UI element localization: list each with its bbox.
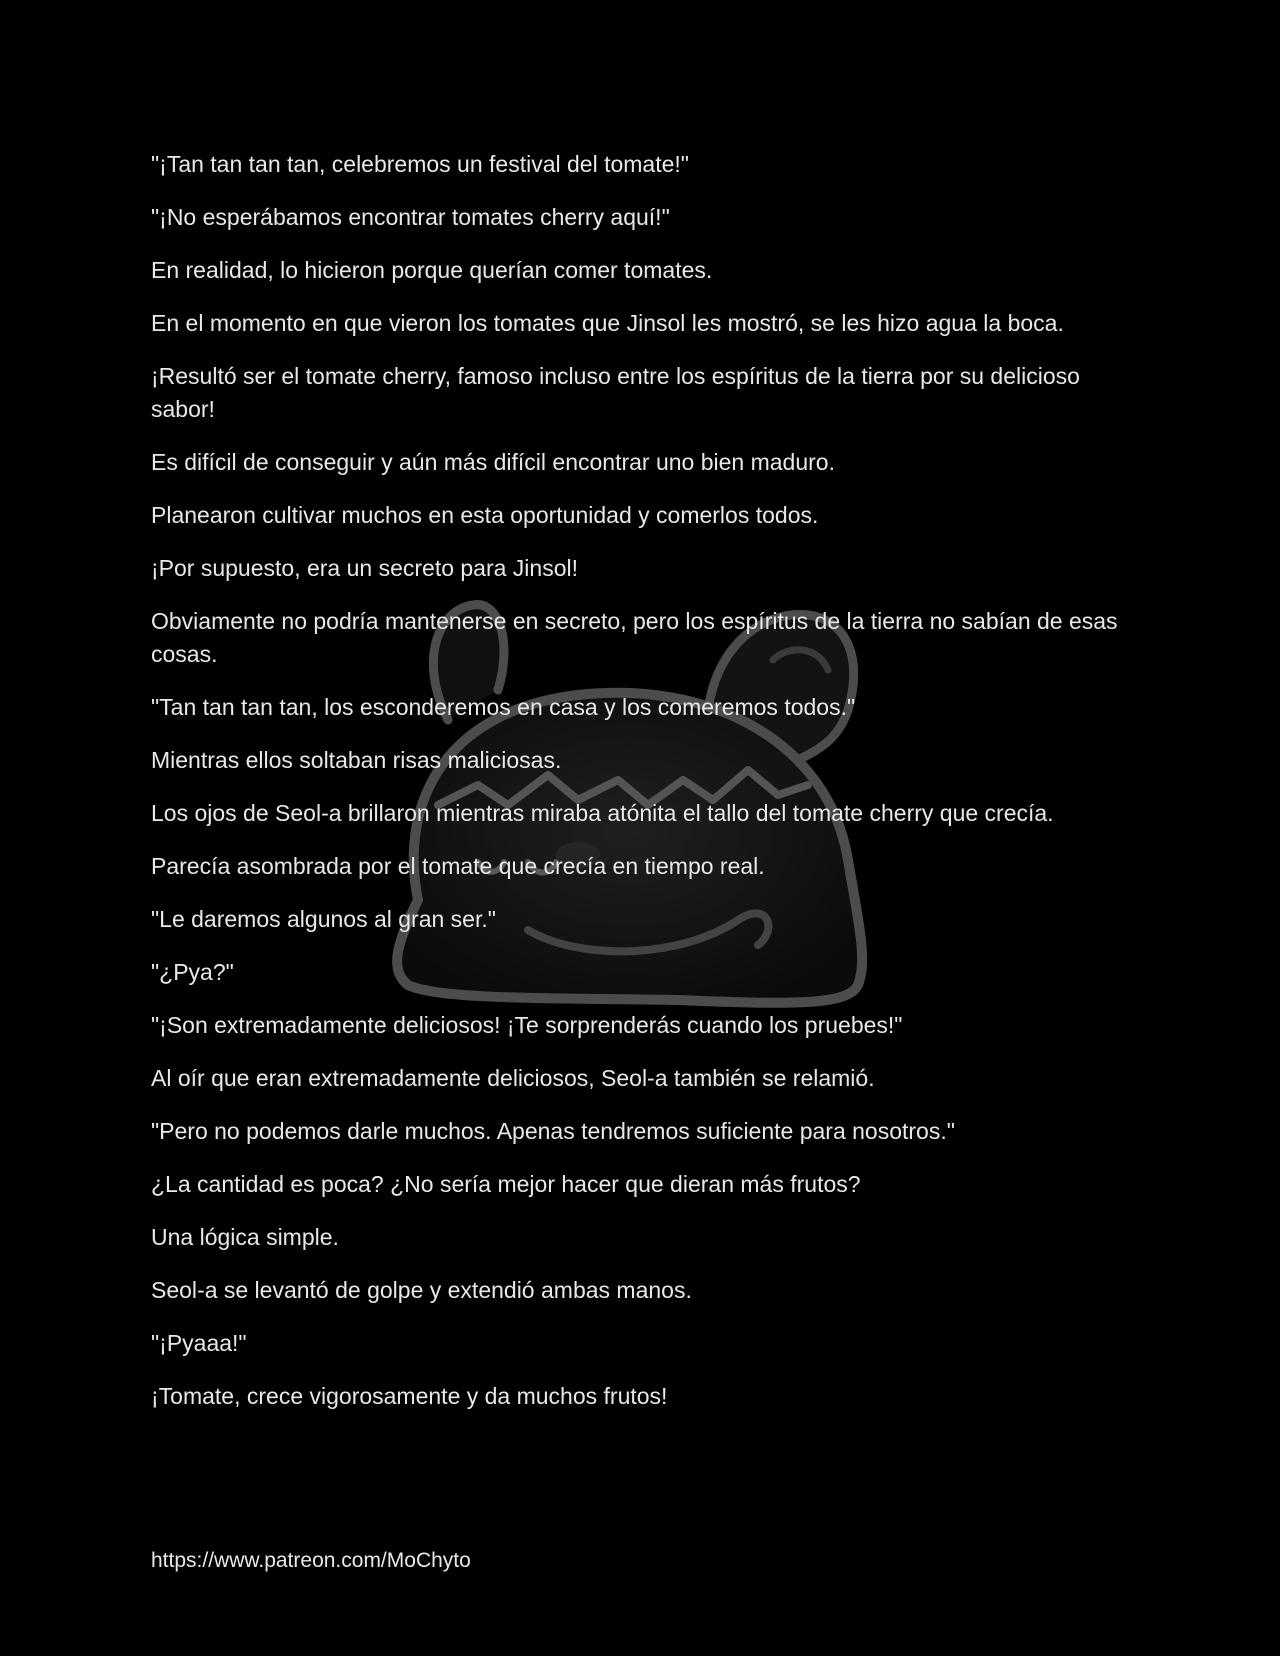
story-paragraph: Los ojos de Seol-a brillaron mientras miraba atónita el tallo del tomate cherry que crecía. xyxy=(151,800,1054,826)
story-paragraph: Mientras ellos soltaban risas maliciosas. xyxy=(151,747,562,773)
story-paragraph: Obviamente no podría mantenerse en secreto, pero los espíritus de la tierra no sabían de esas cosas. xyxy=(151,608,1118,667)
story-paragraph: Seol-a se levantó de golpe y extendió ambas manos. xyxy=(151,1277,692,1303)
story-paragraph: "¿Pya?" xyxy=(151,959,234,985)
story-paragraph: "¡Tan tan tan tan, celebremos un festival del tomate!" xyxy=(151,151,689,177)
story-paragraph: Planearon cultivar muchos en esta oportunidad y comerlos todos. xyxy=(151,502,819,528)
story-paragraph: "¡Pyaaa!" xyxy=(151,1330,247,1356)
story-paragraph: "Tan tan tan tan, los esconderemos en casa y los comeremos todos." xyxy=(151,694,856,720)
story-paragraph: ¡Por supuesto, era un secreto para Jinsol! xyxy=(151,555,579,581)
story-paragraph: "¡No esperábamos encontrar tomates cherry aquí!" xyxy=(151,204,670,230)
story-paragraph: ¡Tomate, crece vigorosamente y da muchos frutos! xyxy=(151,1383,668,1409)
story-paragraph: Una lógica simple. xyxy=(151,1224,339,1250)
story-paragraph: En realidad, lo hicieron porque querían comer tomates. xyxy=(151,257,713,283)
story-paragraph: "¡Son extremadamente deliciosos! ¡Te sorprenderás cuando los pruebes!" xyxy=(151,1012,903,1038)
story-paragraph: "Le daremos algunos al gran ser." xyxy=(151,906,496,932)
patreon-link[interactable]: https://www.patreon.com/MoChyto xyxy=(151,1549,471,1572)
story-paragraph: Es difícil de conseguir y aún más difícil encontrar uno bien maduro. xyxy=(151,449,835,475)
story-paragraph: Al oír que eran extremadamente deliciosos, Seol-a también se relamió. xyxy=(151,1065,875,1091)
story-paragraph: En el momento en que vieron los tomates que Jinsol les mostró, se les hizo agua la boca. xyxy=(151,310,1064,336)
story-paragraph: ¿La cantidad es poca? ¿No sería mejor hacer que dieran más frutos? xyxy=(151,1171,861,1197)
story-paragraph: Parecía asombrada por el tomate que crecía en tiempo real. xyxy=(151,853,765,879)
story-text xyxy=(151,148,1121,1433)
story-paragraph: ¡Resultó ser el tomate cherry, famoso incluso entre los espíritus de la tierra por su delicioso sabor! xyxy=(151,363,1080,422)
story-paragraph: "Pero no podemos darle muchos. Apenas tendremos suficiente para nosotros." xyxy=(151,1118,955,1144)
